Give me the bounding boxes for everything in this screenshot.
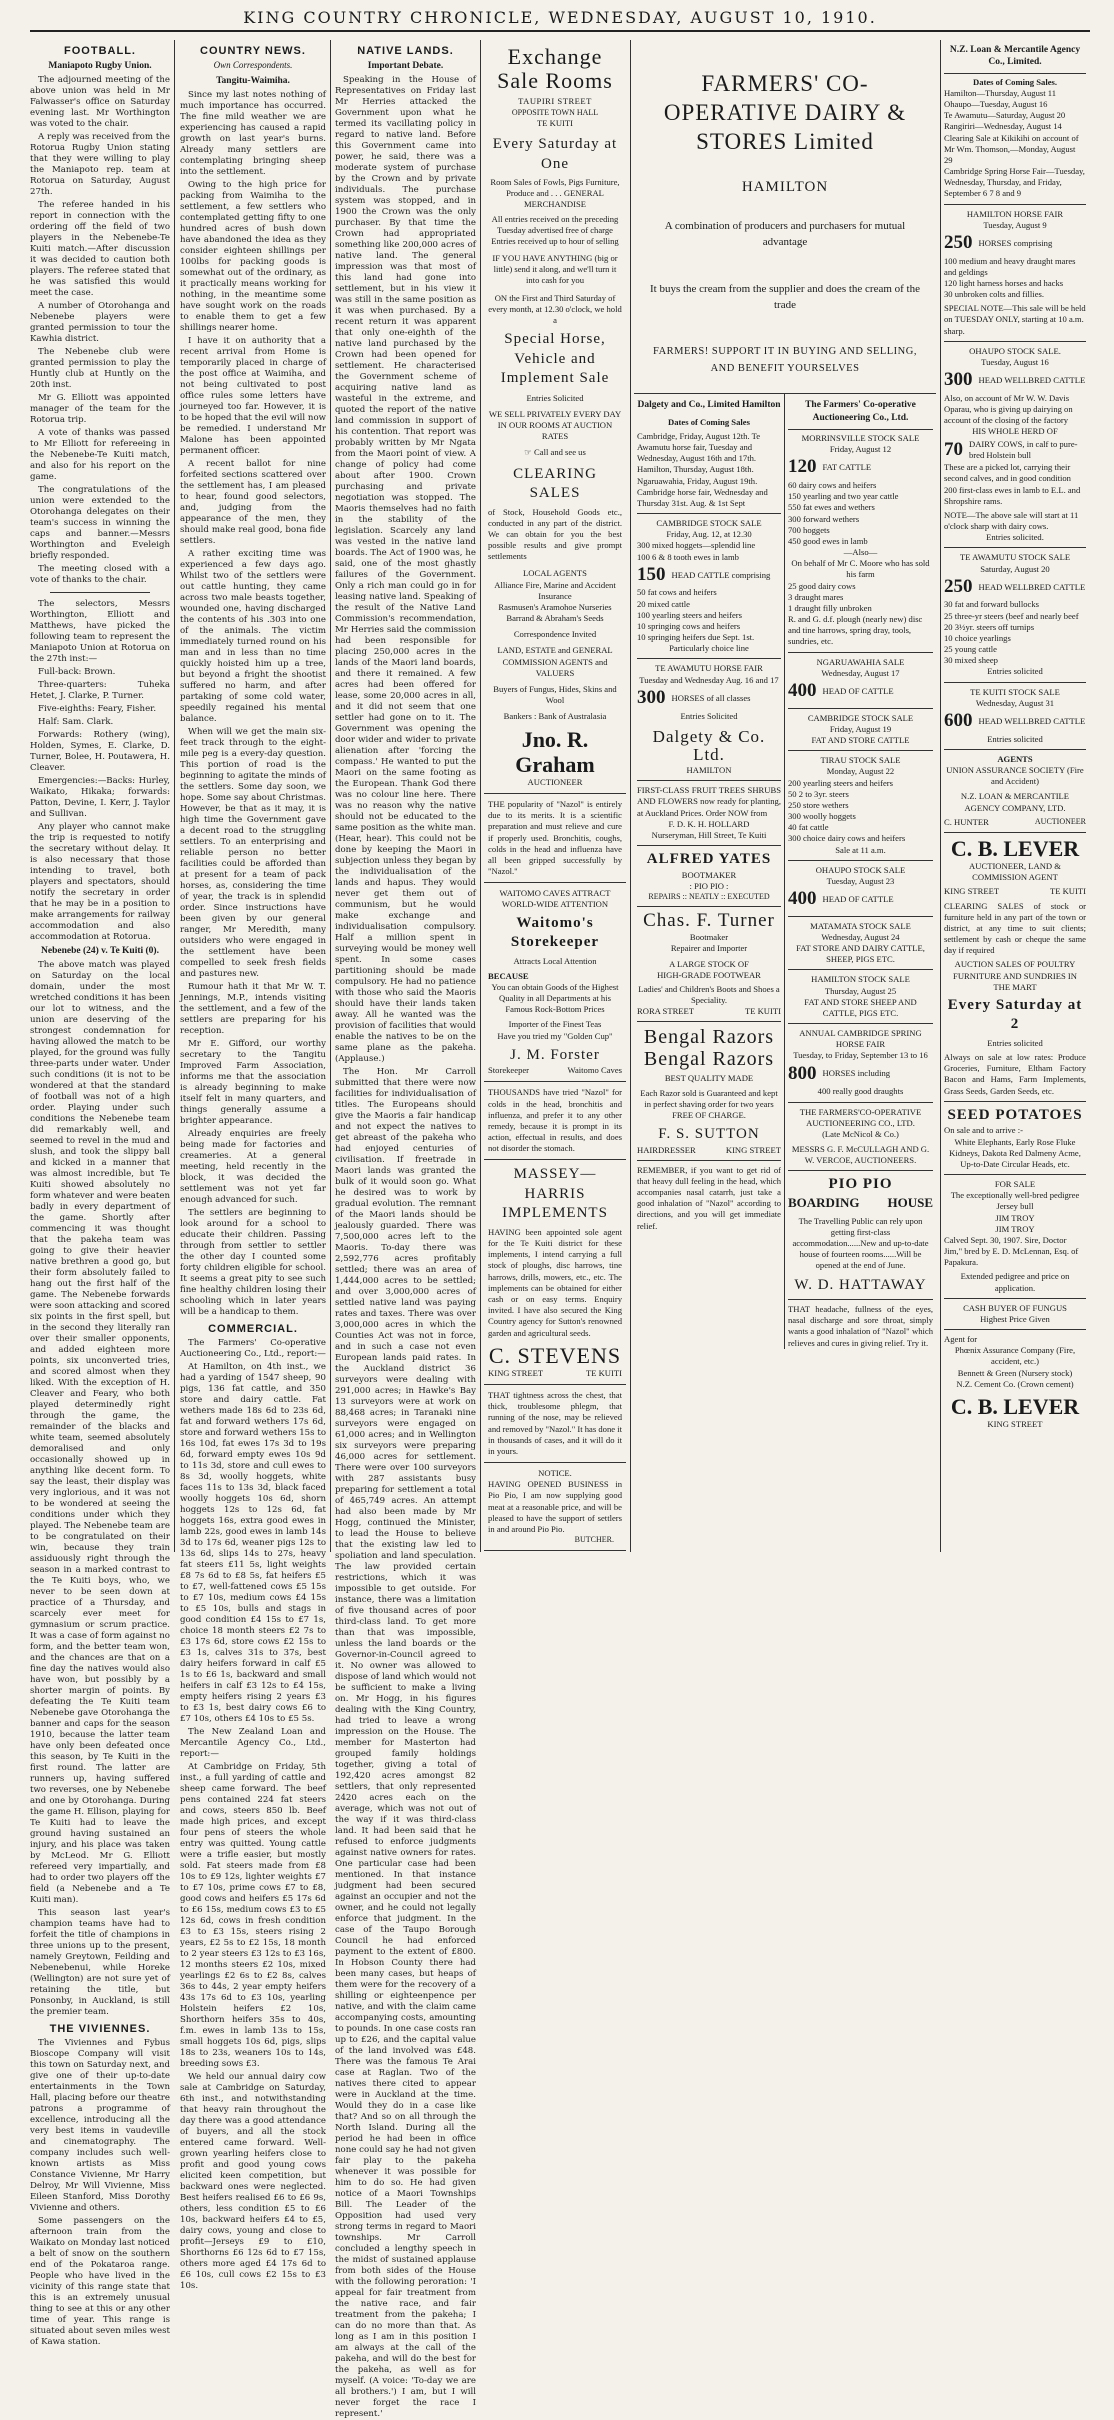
viviennes-heading: THE VIVIENNES. [49, 2023, 151, 2036]
ad-line [488, 447, 622, 458]
ad-line: 100 6 & 8 tooth ewes in lamb [637, 551, 739, 562]
ad-line: FAT AND STORE SHEEP AND CATTLE, PIGS ETC. [804, 996, 917, 1018]
ad-line: Friday, August 12 [829, 444, 892, 455]
ad-title: FARMERS' CO-OPERATIVE DAIRY & STORES Limited [663, 71, 907, 154]
divider [944, 204, 1086, 205]
paragraph: This season last year's champion teams have had to forfeit the title of champions in three unions up to the present, namely Greytown, Feilding and Nebenebenui, while Horeke (Wellington) are not sure yet of retaining the title, but Ponsonby, in Auckland, is still the premier team. [30, 1908, 170, 2018]
ad-line: Entries solicited [987, 733, 1043, 744]
ad-line: Wednesday, August 17 [821, 667, 900, 678]
ad-line: Nurseryman, Hill Street, Te Kuiti [651, 829, 767, 840]
divider [637, 906, 781, 907]
ad-line: 50 fat cows and heifers 20 mixed cattle 100 yearling steers and heifers 10 springing cows and heifers 10 springing heifers due Sept. 1st. [637, 587, 755, 643]
ad-line: BECAUSE [488, 970, 529, 981]
ad-line: Waitomo Caves [567, 1065, 622, 1076]
ad-line: Tuesday, August 9 [983, 219, 1047, 230]
ad-title: Jno. R. Graham [515, 727, 595, 777]
paragraph: The New Zealand Loan and Mercantile Agency Co., Ltd., report:— [180, 1726, 326, 1759]
ad-line: OPPOSITE TOWN HALL [511, 107, 599, 117]
ad-title: HAMILTON [741, 179, 829, 196]
ad-title: CLEARING SALES [513, 465, 597, 502]
column-country-news [180, 40, 326, 2291]
column-native-lands [335, 40, 476, 2420]
ad-title: Every Saturday at One [492, 136, 618, 172]
divider [944, 749, 1086, 750]
ad-line: HEAD WELLBRED CATTLE [978, 581, 1086, 592]
ad-line: Importer of the Finest Teas [508, 1019, 602, 1030]
ad-line: On behalf of Mr C. Moore who has sold his farm [791, 558, 930, 580]
ad-line: FOR SALE [994, 1179, 1036, 1190]
ad-number: 250 [944, 231, 973, 253]
ad-line: Always on sale at low rates: Produce Groceries, Furniture, Eltham Factory Bacon and Hams, Farm Implements, Grass Seeds, Garden Seeds, etc. [944, 1052, 1086, 1096]
ad-line: MATAMATA STOCK SALE [810, 920, 911, 931]
paragraph: At Hamilton, on 4th inst., we had a yarding of 1547 sheep, 90 pigs, 136 fat cattle, and 350 store and dairy cattle. Fat wethers made 18s 6d to 23s 6d, fat and forward wethers 17s 6d, store and forward wethers 15s to 16s 10d, fat ewes 17s 3d to 19s 6d, forward empty ewes 10s 9d to 11s 3d, store and cull ewes to 8s 3d, woolly hoggets, white faces 11s to 13s 3d, black faced woolly hoggets 10s 6d, shorn hoggets 12s to 12s 6d, fat hoggets 16s, extra good ewes in lamb 22s, good ewes in lamb 14s 3d to 17s 6d, weaner pigs 12s to 13s 6d, slips 14s to 27s, heavy fat steers £11 5s, light weights £8 7s 6d to £8 5s, fat heifers £5 to £7, well-fattened cows £5 15s to £7 10s, medium cows £4 15s to £5 10s, bulls and stags in good condition £4 15s to £7 1s, choice 18 month steers £2 7s to £3 17s 6d, store cows £2 15s to £3 1s, calves 31s to 37s, best dairy heifers forward in calf £5 1s to £6 1s, backward and small heifers in calf £3 12s to £4 15s, empty heifers rising 2 years £3 to £3 1s, best dairy cows £6 to £7 10s, others £4 10s to £5 5s. [180, 1361, 326, 1724]
subheading: Important Debate. [367, 61, 444, 72]
ad-line: SPECIAL NOTE—This sale will be held on TUESDAY ONLY, starting at 10 a.m. sharp. [944, 303, 1086, 336]
ad-title: N.Z. Loan & Mercantile Agency Co., Limited. [949, 45, 1081, 68]
ad-line: LOCAL AGENTS [523, 568, 587, 579]
divider [944, 1298, 1086, 1299]
divider [788, 429, 933, 430]
ad-line: KING STREET [944, 886, 1000, 897]
divider [637, 1021, 781, 1022]
nazol-ad: REMEMBER, if you want to get rid of that heavy dull feeling in the head, which accompanies nasal catarrh, just take a good inhalation of "Nazol" according to directions, and you will get immediate relief. [637, 1164, 781, 1231]
ad-line: ANNUAL CAMBRIDGE SPRING HORSE FAIR [799, 1028, 922, 1050]
paragraph: The referee handed in his report in connection with the ordering off the field of two players in the Nebenebe-Te Kuiti match.—After discussion it was decided to caution both players. The referee stated that he was satisfied this would meet the case. [30, 200, 170, 299]
dalgety-column [634, 394, 785, 1348]
ad-title: F. S. SUTTON [658, 1126, 760, 1143]
column-rule [630, 40, 631, 1552]
ad-line: KING STREET [725, 1144, 781, 1155]
ad-line: A LARGE STOCK OF [669, 958, 749, 969]
byline: Own Correspondents. [213, 60, 293, 71]
ad-line: Bankers : Bank of Australasia [503, 711, 607, 722]
ad-line: Each Razor sold is Guaranteed and kept in perfect shaving order for two years FREE OF CHARGE. [640, 1087, 778, 1120]
ad-number: 600 [944, 710, 973, 731]
divider [637, 513, 781, 514]
ad-title: Chas. F. Turner [643, 910, 775, 932]
ad-line: 30 fat and forward bullocks 25 three-yr steers (beef and nearly beef 20 3½yr. steers off turnips 10 choice yearlings 25 young cattle 30 mixed sheep [944, 599, 1079, 666]
ad-title: C. STEVENS [488, 1342, 622, 1368]
ad-line: HORSES comprising [978, 237, 1053, 248]
ad-number: 400 [788, 679, 817, 701]
ad-line: MESSRS G. F. McCULLAGH AND G. W. VERCOE, AUCTIONEERS. [791, 1144, 930, 1166]
paragraph: The Hon. Mr Carroll submitted that there were now facilities for individualisation of titles. The Europeans should give the Maoris a fair handicap and not expect the natives to get abreast of the pakeha who had enjoyed centuries of civilisation. If freetrade in Maori lands was granted the bulk of it would soon go. What he desired was to work by gradual evolution. The remnant of the Maori lands should be jealously guarded. There was 7,500,000 acres left to the Maoris. To-day there was 2,592,776 acres profitably settled; there was an area of 1,444,000 acres to be settled; and over 3,000,000 acres of settled native land was paying rates and taxes. There was over 3,000,000 acres in which the Counties Act was not in force, and in such a case not even European lands paid rates. In the Auckland district 36 surveyors were dealing with 291,000 acres; in Hawke's Bay 13 surveyors were at work on 88,468 acres; in Taranaki nine surveyors were engaged on 61,000 acres; and in Wellington six surveyors were preparing 46,000 acres for settlement. There were over 100 surveyors with 287 assistants busy preparing for settlement a total of 465,749 acres. An attempt had also been made by Mr Hogg, continued the Minister, to lead the House to believe that the existing law led to spoliation and land speculation. The law provided certain restrictions, which it was impossible to get outside. For instance, there was a limitation of five thousand acres of poor third-class land. To get more than that was impossible, unless the land boards or the Governor-in-Council agreed to it. No owner was allowed to dispose of land which would not be sufficient to make a living on. Mr Hogg, in his figures dealing with the King Country, had tried to leave a wrong impression on the House. The member for Masterton had grouped family holdings together, giving a total of 192,420 acres amongst 82 settlers, that only represented 2420 acres each on the average, which was not out of the way if it was third-class land. It had been said that he refused to enforce judgments against native owners for rates. One particular case had been mentioned. In that instance judgment had been secured against an occupier and not the owner, and he could not legally enforce that judgment. In the case of the Taupo Borough Council he had enforced payment to the extent of £800. In Hobson County there had been many cases, but heaps of them were for the recovery of a shilling or eighteenpence per native, and with the claim came accompanying costs, amounting to pounds. In one case costs ran up to £26, and the capital value of the land involved was £48. There was the famous Te Arai case at Raglan. Two of the natives there cited to appear were in Auckland at the time. Would they do in a case like that? And so on all through the North Island. During all the period he had been in office none could say he had not given fair play to the pakeha whenever it was possible for him to do so. He had given notice of a Maori Townships Bill. The Leader of the Opposition had used very strong terms in regard to Maori townships. Mr Carroll concluded a lengthy speech in the midst of sustained applause from both sides of the House with the following peroration: 'I appeal for fair treatment from the native race, and fair treatment from the pakeha; I can do no more than that. As long as I am in this position I am always at the call of the pakeha, and will do the best for the pakeha, as well as for myself. (A voice: 'To-day we are all brothers.') I am, but I will never forget the race I represent.' [335, 1067, 476, 2420]
paragraph: Since my last notes nothing of much importance has occurred. The fine mild weather we are experiencing has caused a rapid growth on last year's burns. Already many settlers are contemplating bringing sheep into the settlement. [180, 89, 326, 177]
paragraph: Any player who cannot make the trip is requested to notify the secretary without delay. It is also necessary that those intending to travel, both players and spectators, should notify the secretary in order that he may be in a position to make arrangements for railway accommodation and also accommodation at Rotorua. [30, 822, 170, 943]
ad-line: Tuesday, August 23 [826, 875, 895, 886]
ad-line: C. HUNTER [944, 816, 989, 827]
ad-line: Repairer and Importer [670, 943, 748, 954]
ad-line: Calved Sept. 30, 1907. Sire, Doctor Jim," bred by E. D. McLennan, Esq. of Papakura. [944, 1234, 1079, 1268]
ad-line: A combination of producers and purchasers for mutual advantage [664, 219, 906, 249]
ad-line: Cambridge, Friday, August 12th. Te Awamutu horse fair, Tuesday and Wednesday, August 16th and 17th. Hamilton, Thursday, August 18th. Ngaruawahia, Friday, August 19th. Cambridge horse fair, Wednesday and Thursday 31st. Aug. & 1st Sept [637, 430, 768, 508]
ad-line: Rasmusen's Aramohoe Nurseries Barrand & Abraham's Seeds [498, 601, 612, 624]
column-rule [940, 40, 941, 1552]
ad-line: Entries solicited. [986, 532, 1044, 543]
ad-line: HEAD OF CATTLE [822, 685, 894, 696]
ad-line: FAT STORE AND DAIRY CATTLE, SHEEP, PIGS ETC. [796, 943, 925, 965]
paragraph: A rather exciting time was experienced a few days ago. Whilst two of the settlers were out cattle hunting, they came across two male beasts together, wounded one, having discharged the contents of his .303 into one of the animals. The victim immediately turned round on his man and in less than no time quickly hoisted him up a tree, but beyond a fright the shootist suffered no harm, and after partaking of some cold water, speedily regained his mental balance. [180, 548, 326, 724]
ad-line: Also, on account of Mr W. W. Davis Oparau, who is giving up dairying on account of the closing of the factory [944, 392, 1073, 426]
column-football [30, 40, 170, 2348]
paragraph: Speaking in the House of Representatives on Friday last Mr Herries attacked the Government upon what he termed its vacillating policy in regard to native land. Before this Government came into power, he said, there was a moderate system of purchase by the Crown and by private individuals. The purchase system was stopped, and in 1900 the Crown was the only purchaser. By that time the Crown had appropriated something like 200,000 acres of native land. The general impression was that most of this land had gone into settlement, but in his view it was still in the same position as it was when purchased. By a recent return it was apparent that only one-eighth of the native land purchased by the Crown had been opened for settlement. He characterised the Government scheme of acquiring native land as wasteful in the extreme, and quoted the report of the native land commission in support of his contention. That report was probably written by Mr Ngata from the Maori point of view. A change of policy had come about after 1900. Crown purchasing and private negotiation was stopped. The Maoris themselves had no faith in the stability of the legislation. Scarcely any land was vested in the native land boards. The Act of 1900 was, he said, one of the most ghastly failures of the Government. Only a rich man could go in for leasing native land. Speaking of the result of the Native Land Commission's recommendation, Mr Herries said the commission had been responsible for placing 250,000 acres in the lands of the Maori land boards, and there it remained. A few acres had been offered for lease, some 20,000 acres in all, and it did not seem that one settler had gone on to it. The Government was opening the door wider and wider to private alienation after 'forcing the compass.' He wanted to put the Maori on the same footing as the European. Thank God there was no colour line here. There was no reason why the native should not be educated to the same position as the white man. (Hear, hear). This could not be done by keeping the Maori in subjection unless they began by the individualisation of the lands and hapus. They would never get them out of communism, but he would make exchange and individualisation compulsory. Half a million spent in surveying would be money well spent. In some cases partitioning should be made compulsory. He had no patience with those who said the Maoris should have their lands taken away. All he wanted was the provision of facilities that would enable the natives to be on the same plane as the pakeha. (Applause.) [335, 75, 476, 1065]
nazol-ad: THAT tightness across the chest, that thick, troublesome phlegm, that running of the nose, may be relieved and removed by "Nazol." It has done it in thousands of cases, and it will do it in yours. [484, 1385, 626, 1463]
ad-line: NOTICE. [538, 1468, 572, 1479]
ad-line: HAVING OPENED BUSINESS in Pio Pio, I am now supplying good meat at a reasonable price, and will be pleased to have the support of settlers in and around Pio Pio. [488, 1479, 622, 1534]
ad-line: Attracts Local Attention [513, 955, 597, 966]
ad-line: Tuesday, August 16 [981, 356, 1049, 367]
ad-line: NOTE—The above sale will start at 11 o'clock sharp with dairy cows. [944, 509, 1079, 532]
ad-title: Dalgety & Co. Ltd. [652, 726, 766, 765]
ad-line: The exceptionally well-bred pedigree Jersey bull [950, 1190, 1080, 1212]
ad-title: W. D. HATTAWAY [794, 1276, 927, 1293]
ad-line: CASH BUYER OF FUNGUS [963, 1302, 1067, 1313]
ad-line: : PIO PIO : [689, 880, 729, 891]
paragraph: Emergencies:—Backs: Hurley, Waikato, Hikaka; forwards: Patton, Devine, I. Kerr, J. Taylor and Sullivan. [30, 776, 170, 820]
ad-line: BOOTMAKER [681, 869, 737, 880]
paragraph: When will we get the main six-feet track through to the eight-mile peg is a every-day question. This portion of road is the beginning to agitate the minds of the settlers. Some day soon, we hope. Some say about Christmas. However, be that as it may, it is high time the Government gave a decent road to the struggling settlers. To an enterprising and reliable person no better facilities could be afforded than at present for a team of pack horses, as, considering the time of year, the track is in splendid order. Since instructions have been given by our general ranger, Mr Meredith, many outsiders who were engaged in the settlement have been compelled to seek fresh fields and pastures new. [180, 726, 326, 979]
ad-line: WAITOMO CAVES ATTRACT WORLD-WIDE ATTENTION [499, 888, 611, 910]
ad-line: Thursday, August 25 [824, 985, 897, 996]
ad-line: HIS WHOLE HERD OF [972, 426, 1058, 437]
ad-number: 70 [944, 438, 963, 460]
ad-line: FAT CATTLE [822, 462, 872, 473]
ad-line: TE KUITI [585, 1367, 622, 1378]
paragraph: The congratulations of the union were extended to the Otorohanga delegates on their team's success in winning the caps and banner.—Messrs Worthington and Eveleigh briefly responded. [30, 485, 170, 562]
ad-line: White Elephants, Early Rose Fluke Kidneys, Dakota Red Dalmeny Acme, Up-to-Date Circular Heads, etc. [949, 1136, 1081, 1169]
ad-line: UNION ASSURANCE SOCIETY (Fire and Accident) [946, 765, 1084, 787]
ad-line: Friday, Aug. 12, at 12.30 [666, 529, 752, 540]
ad-line: 60 dairy cows and heifers 150 yearling and two year cattle 550 fat ewes and wethers 300 forward wethers 700 hoggets 450 good ewes in lamb [788, 480, 899, 546]
ad-title: HOUSE [887, 1194, 933, 1210]
ad-line: Wednesday, August 31 [975, 697, 1055, 708]
paragraph: Some passengers on the afternoon train from the Waikato on Monday last noticed a belt of snow on the southern end of the Pokataroa range. People who have lived in the vicinity of this range state that this is an extremely unusual thing to see at this or any other time of year. This range is situated about seven miles west of Kawa station. [30, 2216, 170, 2348]
ad-line: Dates of Coming Sales. [972, 76, 1058, 87]
ad-line: Monday, August 22 [826, 766, 895, 777]
ad-line: Ladies' and Children's Boots and Shoes a Speciality. [638, 983, 780, 1006]
paragraph: Three-quarters: Tuheka Hetet, J. Clarke, P. Turner. [30, 680, 170, 702]
subheading: Tangitu-Waimiha. [216, 75, 290, 86]
ad-line: AUCTIONEER [1034, 817, 1086, 827]
paragraph: A reply was received from the Rotorua Rugby Union stating that they were willing to play the Maniapoto rep. team at Rotorua on Saturday, August 27th. [30, 132, 170, 198]
subheading: Nebenebe (24) v. Te Kuiti (0). [41, 946, 159, 957]
ad-line: WE SELL PRIVATELY EVERY DAY IN OUR ROOMS AT AUCTION RATES [488, 408, 622, 442]
column-rule [330, 40, 331, 1552]
column-rule [480, 40, 481, 1552]
ad-line: HAMILTON STOCK SALE [811, 974, 910, 985]
ad-line: Entries solicited [987, 666, 1043, 677]
paragraph: We held our annual dairy cow sale at Cambridge on Saturday, 6th inst., and notwithstanding that heavy rain throughout the day there was a good attendance of buyers, and all the stock entered came forward. Well-grown yearling heifers close to profit and good young cows elicited keen competition, but backward ones were neglected. Best heifers realised £6 to £6 9s, others, less condition £5 to £6 10s, backward heifers £4 to £5, dairy cows, young and close to profit—Jerseys £9 to £10, Shorthorns £6 12s 6d to £7 15s, others more aged £4 17s 6d to £6 10s, cull cows £2 15s to £3 10s. [180, 2071, 326, 2291]
paragraph: The Nebenebe club were granted permission to play the Huntly club at Huntly on the 20th inst. [30, 347, 170, 391]
pointing-hand-icon: ☞ [524, 447, 535, 458]
paragraph: Rumour hath it that Mr W. T. Jennings, M.P., intends visiting the settlement, and a few of the settlers are preparing for his reception. [180, 981, 326, 1036]
ad-line: Entries Solicited [680, 710, 738, 721]
ad-line: —Also— [843, 547, 878, 558]
ad-line: 200 yearling steers and heifers 50 2 to 3yr. steers 250 store wethers 300 woolly hoggets 40 fat cattle 300 choice dairy cows and heifers [788, 777, 906, 844]
ad-line: HAMILTON HORSE FAIR [966, 208, 1064, 219]
ad-line: FIRST-CLASS FRUIT TREES SHRUBS AND FLOWERS now ready for planting, at Auckland Prices. Order NOW from [637, 785, 781, 818]
divider [944, 73, 1086, 74]
ad-line: TAUPIRI STREET [518, 96, 592, 107]
paragraph: Five-eighths: Feary, Fisher. [38, 704, 157, 715]
divider [788, 916, 933, 917]
ad-title: SEED POTATOES [947, 1106, 1083, 1123]
ad-line: BUTCHER. [574, 1535, 614, 1545]
ad-line: KING STREET [987, 1419, 1043, 1430]
ad-line: Bootmaker [689, 932, 729, 943]
ad-line: Correspondence Invited [513, 629, 597, 640]
ad-line: AUCTION SALES OF POULTRY FURNITURE AND SUNDRIES IN THE MART [953, 959, 1077, 992]
ad-line: The Travelling Public can rely upon getting first-class accommodation......New and up-to-date house of fourteen rooms......Will be opened at the end of June. [792, 1215, 929, 1271]
massey-harris-ad [484, 1160, 626, 1385]
paragraph: Owing to the high price for packing from Waimiha to the settlement, a few settlers who contemplated getting fifty to one hundred acres of bush down have abandoned the idea as they consider eighteen shillings per 100lbs for packing goods is somewhat out of the ordinary, as it practically means working for nothing, in the meantime some have sought work on the roads to enable them to get a few shillings nearer home. [180, 179, 326, 333]
ad-title: PIO PIO [828, 1176, 893, 1193]
ad-title: C. B. LEVER [950, 835, 1080, 861]
ad-line: TE KUITI [1049, 886, 1086, 897]
ad-number: 400 [788, 888, 817, 910]
paragraph: A recent ballot for nine forfeited sections scattered over the settlement has, I am pleased to hear, found good selectors, and, judging from the appearance of the men, they should make real good, bona fide settlers. [180, 458, 326, 546]
divider [944, 682, 1086, 683]
divider [637, 658, 781, 659]
ad-line: CAMBRIDGE STOCK SALE [807, 712, 914, 723]
ad-line: 100 medium and heavy draught mares and geldings 120 light harness horses and hacks 30 unbroken colts and fillies. [944, 255, 1076, 300]
ad-line: HORSES of all classes [671, 692, 751, 703]
divider [788, 1023, 933, 1024]
exchange-sale-ad [484, 40, 626, 794]
ad-line: AUCTIONEER [527, 776, 583, 787]
ad-line: TE KUITI [744, 1006, 781, 1017]
divider [944, 547, 1086, 548]
ad-number: 800 [788, 1062, 817, 1084]
divider [788, 969, 933, 970]
ad-line: Alliance Fire, Marine and Accident Insurance [494, 579, 616, 601]
paragraph: Full-back: Brown. [38, 667, 116, 678]
ad-line: FARMERS! SUPPORT IT IN BUYING AND SELLING, AND BENEFIT YOURSELVES [653, 345, 917, 374]
ad-line: Saturday, August 20 [980, 563, 1050, 574]
divider [788, 652, 933, 653]
paragraph: Mr G. Elliott was appointed manager of the team for the Rotorua trip. [30, 393, 170, 426]
ad-number: 150 [637, 563, 666, 585]
ad-line: REPAIRS :: NEATLY :: EXECUTED [648, 891, 770, 901]
country-news-heading: COUNTRY NEWS. [200, 45, 306, 57]
ad-title: J. M. Forster [510, 1046, 600, 1063]
paragraph: I have it on authority that a recent arrival from Home is temporarily placed in charge of the post office at Waimiha, and not being cultivated to post office rules some letters have journeyed too far. However, it is to be hoped that the evil will now be remedied. I understand Mr Malone has been appointed permanent officer. [180, 335, 326, 456]
ad-title: AGENTS [997, 753, 1033, 764]
ad-line: OHAUPO STOCK SALE [815, 864, 906, 875]
ad-line: It buys the cream from the supplier and does the cream of the trade [649, 282, 920, 312]
commercial-heading: COMMERCIAL. [208, 1322, 298, 1335]
ad-title: Every Saturday at 2 [947, 996, 1083, 1033]
ad-line: of Stock, Household Goods etc., conducted in any part of the district. We can obtain for you the best possible results and give prompt settlements [488, 506, 622, 562]
ad-line: Phœnix Assurance Company (Fire, accident, etc.) Bennett & Green (Nursery stock) N.Z. Cement Co. (Crown cement) [954, 1345, 1076, 1389]
ad-title: Dalgety and Co., Limited Hamilton [637, 400, 781, 411]
divider [637, 845, 781, 846]
divider [944, 341, 1086, 342]
paragraph: Forwards: Rothery (wing), Holden, Symes, E. Clarke, D. Turner, Bolee, H. Poutawera, H. Cleaver. [30, 730, 170, 774]
ad-line: OHAUPO STOCK SALE. [969, 345, 1061, 356]
divider [788, 1102, 933, 1103]
paragraph: The adjourned meeting of the above union was held in Mr Falwasser's office on Saturday evening last. Mr Worthington was voted to the chair. [30, 75, 170, 130]
paragraph: At Cambridge on Friday, 5th inst., a full yarding of cattle and sheep came forward. The beef pens contained 224 fat steers and cows, steers 850 lb. Beef made high prices, and except four pens of steers the whole entry was quitted. Young cattle were a trifle easier, but mostly sold. Fat steers made from £8 10s to £9 12s, lighter weights £7 to £7 10s, prime cows £7 to £8, good cows and heifers £5 17s 6d to £6 15s, medium cows £3 to £5 12s 6d, cows in fresh condition £3 to £3 15s, steers rising 2 years, £2 5s to £2 15s, 18 month to 2 year steers £3 12s to £3 16s, 12 months steers £2 10s, mixed yearlings £2 6s to £2 8s, calves 36s to 44s, 2 year empty heifers 43s 17s 6d to £3 10s, yearling Holstein heifers £2 10s, Shorthorn heifers 35s to 40s, f.m. ewes in lamb 13s to 15s, small hoggets 10s 6d, pigs, slips 18s to 23s, weaners 10s to 14s, breeding sows £3. [180, 1761, 326, 2069]
paragraph: The Viviennes and Fybus Bioscope Company will visit this town on Saturday next, and give one of their up-to-date entertainments in the Town Hall, placing before our theatre patrons a programme of excellence, introducing all the very best items in vaudeville and cinematography. The company includes such well-known artists as Miss Constance Vivienne, Mr Harry Delroy, Mr Will Vivienne, Miss Eileen Stanford, Miss Dorothy Vivienne and others. [30, 2038, 170, 2214]
ad-title: The Farmers' Co-operative Auctioneering Co., Ltd. [805, 400, 916, 423]
ad-line: All entries received on the preceding Tuesday advertised free of charge Entries received up to hour of selling [491, 213, 619, 246]
paragraph: The above match was played on Saturday on the local domain, under the most wretched conditions it has been our lot to witness, and the union are deserving of the strongest condemnation for having allowed the match to be played, for the ground was fully three-parts under water. Under such conditions (it is not to be wondered at that the standard of football was not of a high order. Playing under such conditions the Nebenebe team did remarkably well, and seemed to revel in the mud and slush, and took the slippy ball and kicked in a manner that was almost incredible, but Te Kuiti showed absolutely no form whatever and were beaten badly in every department of the game. Shortly after commencing it was thought that the pakeha team was going to give their heavier native brethren a good go, but their form absolutely failed to hang out the first half of the game. The Nebenebe forwards were soon attacking and scored six points in the first spell, but in the second they literally ran over their smaller opponents, and added eighteen more points, six unconverted tries, and scored almost when they liked. With the exception of H. Cleaver and Feary, who both played determinedly right through the game, the remainder of the blacks and white team, seemed absolutely demoralised and only occasionally showed up in anything like decent form. To say the least, their display was very inglorious, and it was not to be wondered at seeing the conditions under which they played. The Nebenebe team are to be congratulated on their win, because they train assiduously right through the season in a marked contrast to the Te Kuiti boys, who, we never to be seen down at practice of a Thursday, and scarcely ever meet for gymnasium or scrum practice. It was a case of form against no form, and the better team won, and the chances are that on a fine day the natives would also have won, but possibly by a shorter margin of points. By defeating the Te Kuiti team Nebenebe gave Otorohanga the banner and caps for the season 1910, because the latter team have only been defeated once this season, by Te Kuiti in the first round. The latter are runners up, having suffered two reverses, one by Nebenebe and one by Otorohanga. During the game H. Ellison, playing for Te Kuiti had to leave the ground having sustained an injury, and his place was taken by McLeod. Mr G. Elliott refereed very impartially, and had to order two players off the field (a Nebenebe and a Te Kuiti man). [30, 960, 170, 1906]
ad-line: TE KUITI [536, 117, 574, 128]
ad-line: 400 really good draughts [817, 1086, 904, 1097]
divider [944, 832, 1086, 833]
column-ads-farmers [634, 40, 936, 1552]
ad-line: Hamilton—Thursday, August 11 Ohaupo—Tuesday, August 16 Te Awamutu—Saturday, August 20 Rangiriri—Wednesday, August 14 Clearing Sale at Kikikihi on account of Mr Wm. Thomson,—Monday, August 29 Cambridge Spring Horse Fair—Tuesday, Wednesday, Thursday, and Friday, September 6 7 8 and 9 [944, 87, 1085, 199]
ad-line: DAIRY COWS, in calf to pure-bred Holstein bull [969, 438, 1078, 460]
ad-line: BEST QUALITY MADE [664, 1073, 754, 1084]
ad-title: Special Horse, Vehicle and Implement Sale [500, 331, 610, 387]
ad-line: Friday, August 19 [829, 723, 892, 734]
ad-line: These are a picked lot, carrying their second calves, and in good condition 200 first-class ewes in lamb to E.L. and Shropshire rams. [944, 462, 1081, 506]
ad-line: KING STREET [488, 1367, 544, 1378]
ad-line: HORSES including [822, 1068, 891, 1079]
paragraph: The Farmers' Co-operative Auctioneering Co., Ltd., report:— [180, 1337, 326, 1359]
ad-line: LAND, ESTATE and GENERAL COMMISSION AGENTS and VALUERS [497, 645, 613, 678]
ad-title: Bengal Razors [643, 1026, 775, 1049]
ad-line: Sale at 11 a.m. [835, 844, 886, 855]
nazol-ad: THOUSANDS have tried "Nazol" for colds in the head, bronchitis and influenza, and prefer it to any other remedy, because it is prompt in its action, effectual in results, and does not disorder the stomach. [484, 1082, 626, 1160]
ad-line: Highest Price Given [980, 1313, 1050, 1324]
ad-line: Buyers of Fungus, Hides, Skins and Wool [493, 683, 617, 706]
ad-line: HAIRDRESSER [637, 1144, 696, 1155]
ad-line: On sale and to arrive :- [944, 1125, 1023, 1136]
ad-line: Particularly choice line [669, 643, 749, 654]
ad-number: 120 [788, 456, 817, 478]
ad-line: CAMBRIDGE STOCK SALE [656, 518, 762, 529]
ad-line: 300 mixed hoggets—splendid line [637, 540, 756, 551]
ad-line: HAMILTON [686, 765, 732, 776]
ad-line: ON the First and Third Saturday of every month, at 12.30 o'clock, we hold a [488, 292, 622, 325]
column-rule [174, 40, 175, 1552]
ad-title: C. B. LEVER [950, 1393, 1080, 1419]
ad-line: TE AWAMUTU STOCK SALE [959, 552, 1071, 563]
ad-title: Bengal Razors [643, 1048, 775, 1071]
ad-title: MASSEY—HARRIS IMPLEMENTS [502, 1166, 608, 1222]
divider [50, 592, 150, 593]
nazol-ad: THAT headache, fullness of the eyes, nasal discharge and sore throat, simply wants a good inhalation of "Nazol" which relieves and cures in giving relief. Try it. [788, 1304, 933, 1348]
farmers-auctioneering-column [785, 394, 936, 1348]
divider [788, 860, 933, 861]
ad-line: HEAD CATTLE comprising [671, 569, 771, 580]
ad-line: Entries Solicited [526, 392, 584, 403]
nazol-ad: THE popularity of "Nazol" is entirely due to its merits. It is a scientific preparation and must relieve and cure if properly used. Bronchitis, coughs, colds in the head and influenza have all been gripped successfully by "Nazol." [484, 794, 626, 883]
divider [944, 1329, 1086, 1330]
divider [637, 780, 781, 781]
column-ads-exchange [484, 40, 626, 1552]
ad-line: HEAD OF CATTLE [822, 893, 894, 904]
football-heading: FOOTBALL. [64, 45, 136, 57]
paragraph: The selectors, Messrs Worthington, Elliott and Matthews, have picked the following team to represent the Maniapoto Union at Rotorua on the 27th inst:— [30, 599, 170, 665]
divider [788, 1299, 933, 1300]
ad-line: Have you tried my "Golden Cup" [497, 1030, 613, 1041]
divider [788, 750, 933, 751]
ad-title: ALFRED YATES [646, 851, 772, 868]
ad-line: (Late McNicol & Co.) [822, 1128, 899, 1139]
divider [788, 708, 933, 709]
ad-number: 250 [944, 575, 973, 597]
butcher-notice [484, 1463, 626, 1551]
ad-line: Room Sales of Fowls, Pigs Furniture, Produce and . . . GENERAL MERCHANDISE [490, 177, 620, 210]
ad-line: NGARUAWAHIA SALE [816, 656, 905, 667]
ad-line: JIM TROY [995, 1212, 1035, 1223]
ad-line: N.Z. LOAN & MERCANTILE AGENCY COMPANY, LTD. [960, 791, 1070, 813]
paragraph: Already enquiries are freely being made for factories and creameries. At a general meeting, held recently in the block, it was decided the settlement was not yet far enough advanced for such. [180, 1128, 326, 1205]
paragraph: Half: Sam. Clark. [38, 717, 114, 728]
ad-line: Wednesday, August 24 [821, 931, 900, 942]
ad-line: MORRINSVILLE STOCK SALE [801, 433, 920, 444]
ad-line: Extended pedigree and price on application. [960, 1271, 1070, 1293]
divider [944, 1174, 1086, 1175]
ad-line: Entries solicited [987, 1037, 1043, 1048]
paragraph: The settlers are beginning to look around for a school to educate their children. Passing through from settler to settler the other day I counted some forty children eligible for school. It seems a great pity to see such fine healthy children losing their schooling which in later years will be a handicap to them. [180, 1207, 326, 1317]
ad-line: CLEARING SALES of stock or furniture held in any part of the town or district, at any time to suit clients; settlement by cash or cheque the same day if required [944, 900, 1086, 956]
column-ads-nz-loan [944, 40, 1086, 1552]
ad-line: AUCTIONEER, LAND & COMMISSION AGENT [969, 861, 1061, 883]
ad-title: BOARDING [788, 1194, 860, 1210]
native-lands-heading: NATIVE LANDS. [357, 45, 454, 57]
ad-line: RORA STREET [637, 1006, 695, 1017]
ad-line: F. D. K. H. HOLLARD [668, 818, 750, 829]
subheading: Maniapoto Rugby Union. [48, 61, 152, 72]
ad-line: Dates of Coming Sales [668, 416, 750, 427]
ad-title: Waitomo's Storekeeper [510, 914, 600, 951]
ad-line: 25 good dairy cows 3 draught mares 1 draught filly unbroken R. and G. d.f. plough (nearly new) disc and tine harrows, spring dray, tools, sundries, etc. [788, 580, 923, 647]
ad-line: HEAD WELLBRED CATTLE [978, 715, 1086, 726]
ad-line: TE KUITI STOCK SALE [970, 686, 1060, 697]
paragraph: A vote of thanks was passed to Mr Elliott for refereeing in the Nebenebe-Te Kuiti match, and also for his report on the game. [30, 428, 170, 483]
ad-line: TIRAU STOCK SALE [820, 755, 901, 766]
ad-line: You can obtain Goods of the Highest Quality in all Departments at his Famous Rock-Bottom Prices [491, 981, 619, 1015]
ad-number: 300 [637, 686, 666, 708]
paragraph: The meeting closed with a vote of thanks to the chair. [30, 564, 170, 586]
waitomo-ad [484, 883, 626, 1082]
divider [637, 1160, 781, 1161]
ad-line: IF YOU HAVE ANYTHING (big or little) send it along, and we'll turn it into cash for you [492, 253, 618, 286]
ad-line: FAT AND STORE CATTLE [811, 735, 910, 746]
masthead: KING COUNTRY CHRONICLE, WEDNESDAY, AUGUST 10, 1910. [30, 6, 1090, 32]
ad-line: JIM TROY [995, 1223, 1035, 1234]
ad-line: HAVING been appointed sole agent for the Te Kuiti district for these implements, I intend carrying a full stock of ploughs, disc harrows, tine harrows, drills, mowers, etc., etc. The implements can be obtained for either cash or on easy terms. Enquiry invited. I have also secured the King Country agency for Sutton's renowned garden and agricultural seeds. [488, 1226, 622, 1338]
ad-line: Tuesday and Wednesday Aug. 16 and 17 [639, 674, 779, 685]
ad-line: Agent for [944, 1334, 978, 1345]
ad-line: HIGH-GRADE FOOTWEAR [657, 969, 761, 980]
paragraph: A number of Otorohanga and Nebenebe players were granted permission to tour the Kawhia district. [30, 301, 170, 345]
ad-line: HEAD WELLBRED CATTLE [978, 374, 1086, 385]
ad-line: Tuesday, to Friday, September 13 to 16 [793, 1050, 928, 1061]
ad-number: 300 [944, 369, 973, 391]
ad-line: THE FARMERS'CO-OPERATIVE AUCTIONEERING CO., LTD. [799, 1106, 922, 1128]
paragraph: Mr E. Gifford, our worthy secretary to the Tangitu Improved Farm Association, informs me that the association is already beginning to make itself felt in many quarters, and things generally assume a brighter appearance. [180, 1038, 326, 1126]
farmers-dairy-ad [634, 40, 936, 394]
divider [788, 1170, 933, 1171]
ad-line: TE AWAMUTU HORSE FAIR [655, 663, 763, 674]
divider [944, 1101, 1086, 1102]
ad-title: Exchange Sale Rooms [497, 44, 613, 94]
ad-line: Storekeeper [488, 1065, 530, 1076]
ad-line-text: Call and see us [534, 447, 586, 458]
